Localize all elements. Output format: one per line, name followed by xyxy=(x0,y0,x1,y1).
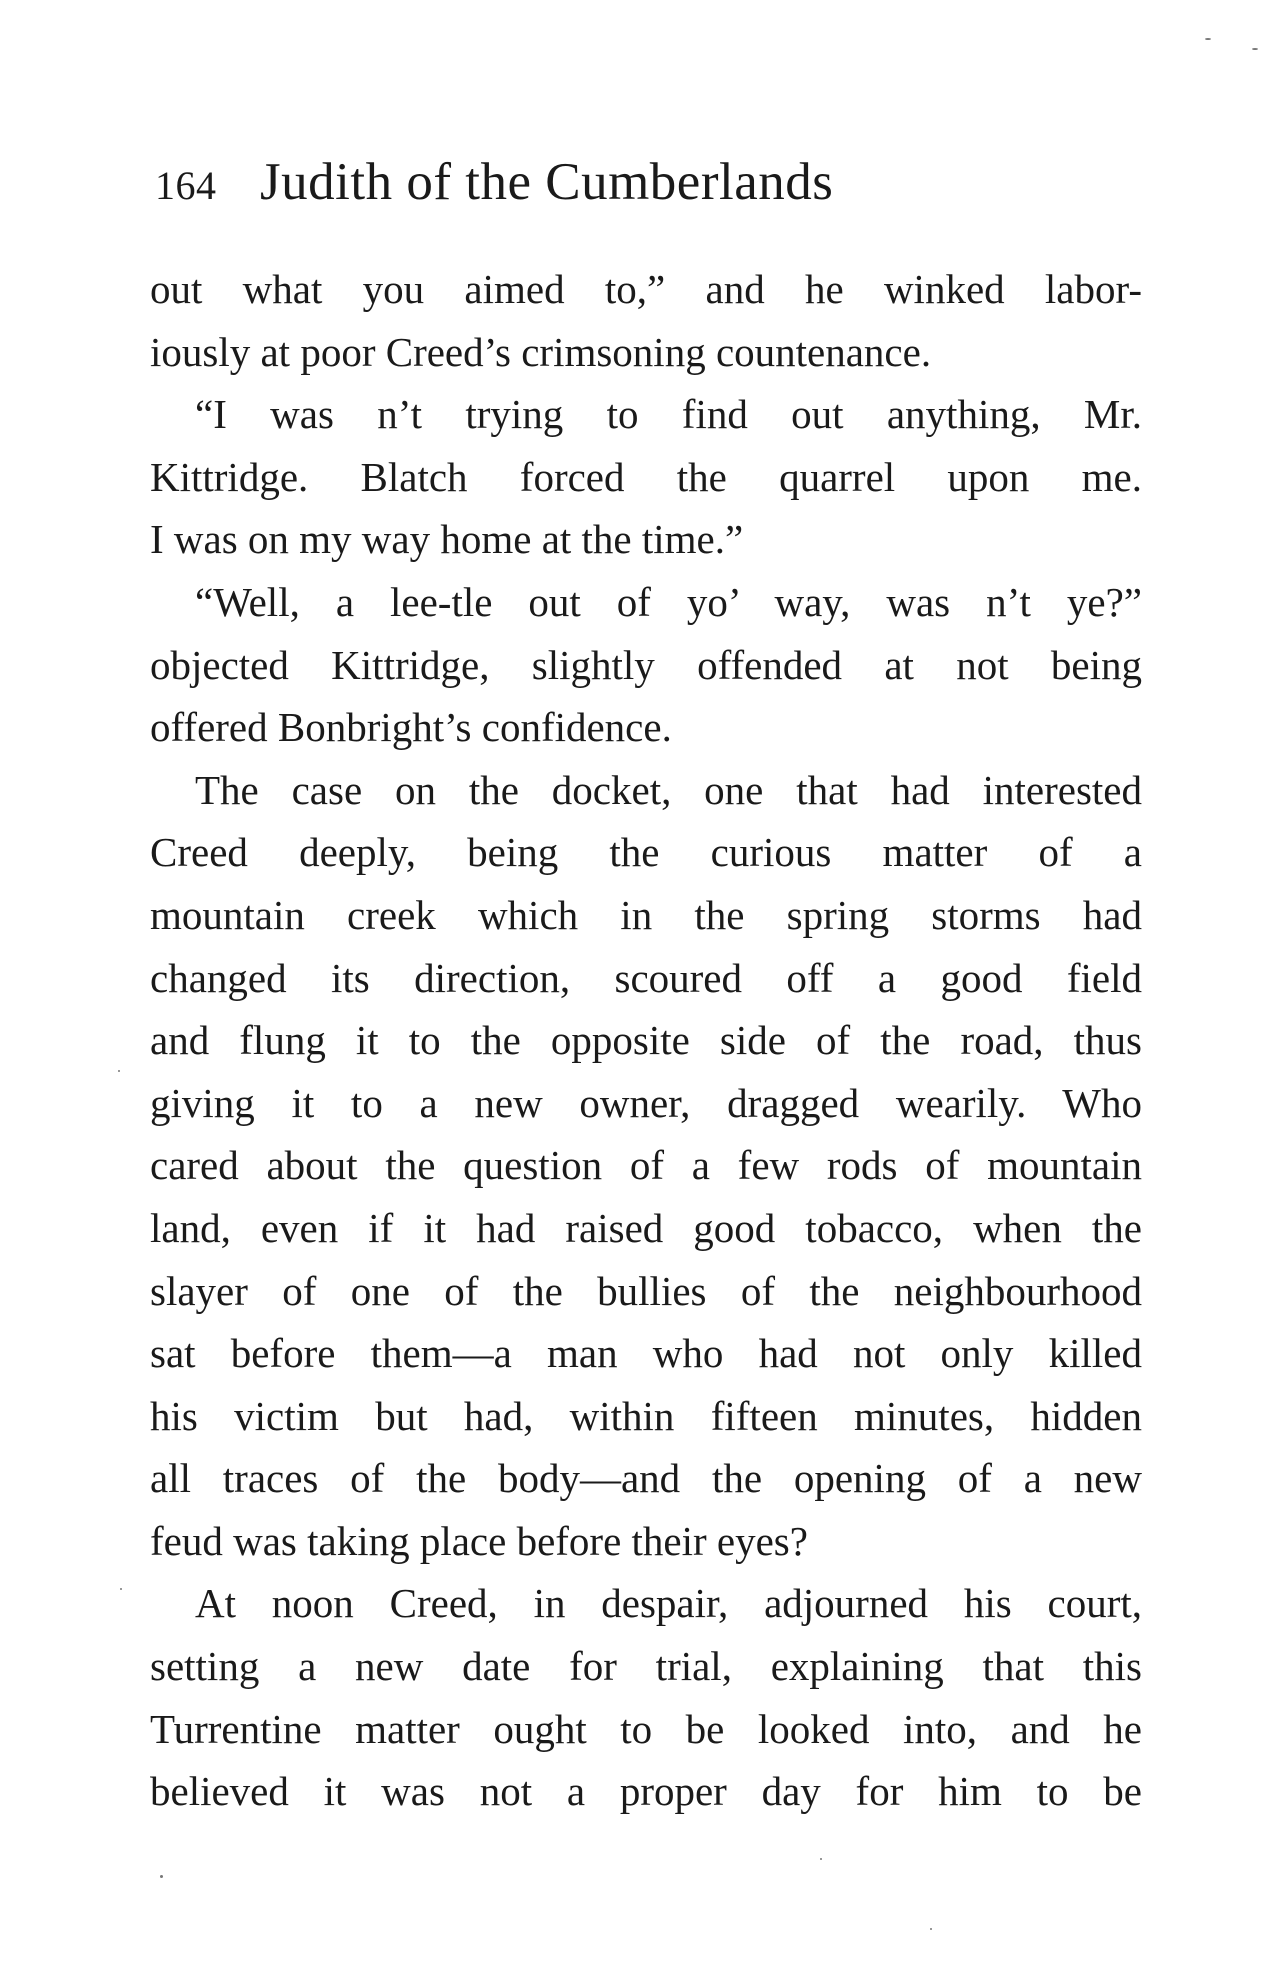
text-line: Kittridge. Blatch forced the quarrel upon me. xyxy=(150,453,1142,500)
scan-speck xyxy=(820,1858,822,1860)
page-number: 164 xyxy=(155,163,217,208)
text-line: The case on the docket, one that had interested xyxy=(195,766,1142,813)
text-line: offered Bonbright’s confidence. xyxy=(150,704,672,751)
scan-speck xyxy=(160,1875,163,1878)
running-head xyxy=(155,150,833,218)
text-line: At noon Creed, in despair, adjourned his court, xyxy=(195,1580,1142,1627)
text-line: sat before them—a man who had not only killed xyxy=(150,1330,1142,1377)
text-line: Turrentine matter ought to be looked into, and he xyxy=(150,1705,1142,1752)
text-line: setting a new date for trial, explaining that this xyxy=(150,1643,1142,1690)
scan-speck xyxy=(118,1070,120,1072)
text-line: land, even if it had raised good tobacco, when the xyxy=(150,1204,1142,1251)
text-line: I was on my way home at the time.” xyxy=(150,516,744,563)
text-line: and flung it to the opposite side of the road, thus xyxy=(150,1017,1142,1064)
text-line: “Well, a lee-tle out of yo’ way, was n’t ye?” xyxy=(195,578,1142,625)
text-line: feud was taking place before their eyes? xyxy=(150,1517,808,1564)
scan-speck xyxy=(1252,48,1258,50)
scan-speck xyxy=(930,1928,932,1930)
text-line: slayer of one of the bullies of the neighbourhood xyxy=(150,1267,1142,1314)
text-line: mountain creek which in the spring storms had xyxy=(150,891,1142,938)
text-line: his victim but had, within fifteen minutes, hidden xyxy=(150,1392,1142,1439)
scan-speck xyxy=(1205,38,1211,40)
body-text xyxy=(150,258,1142,1823)
text-line: believed it was not a proper day for him to be xyxy=(150,1768,1142,1815)
text-line: iously at poor Creed’s crimsoning countenance. xyxy=(150,328,932,375)
text-line: “I was n’t trying to find out anything, Mr. xyxy=(195,391,1142,438)
text-line: cared about the question of a few rods of mountain xyxy=(150,1142,1142,1189)
text-line: objected Kittridge, slightly offended at not being xyxy=(150,641,1142,688)
text-line: changed its direction, scoured off a good field xyxy=(150,954,1142,1001)
text-line: Creed deeply, being the curious matter of a xyxy=(150,829,1142,876)
text-line: all traces of the body—and the opening of a new xyxy=(150,1455,1142,1502)
text-line: giving it to a new owner, dragged wearily. Who xyxy=(150,1079,1142,1126)
book-title: Judith of the Cumberlands xyxy=(260,153,834,211)
scan-speck xyxy=(120,1588,122,1590)
text-line: out what you aimed to,” and he winked labor- xyxy=(150,266,1142,312)
